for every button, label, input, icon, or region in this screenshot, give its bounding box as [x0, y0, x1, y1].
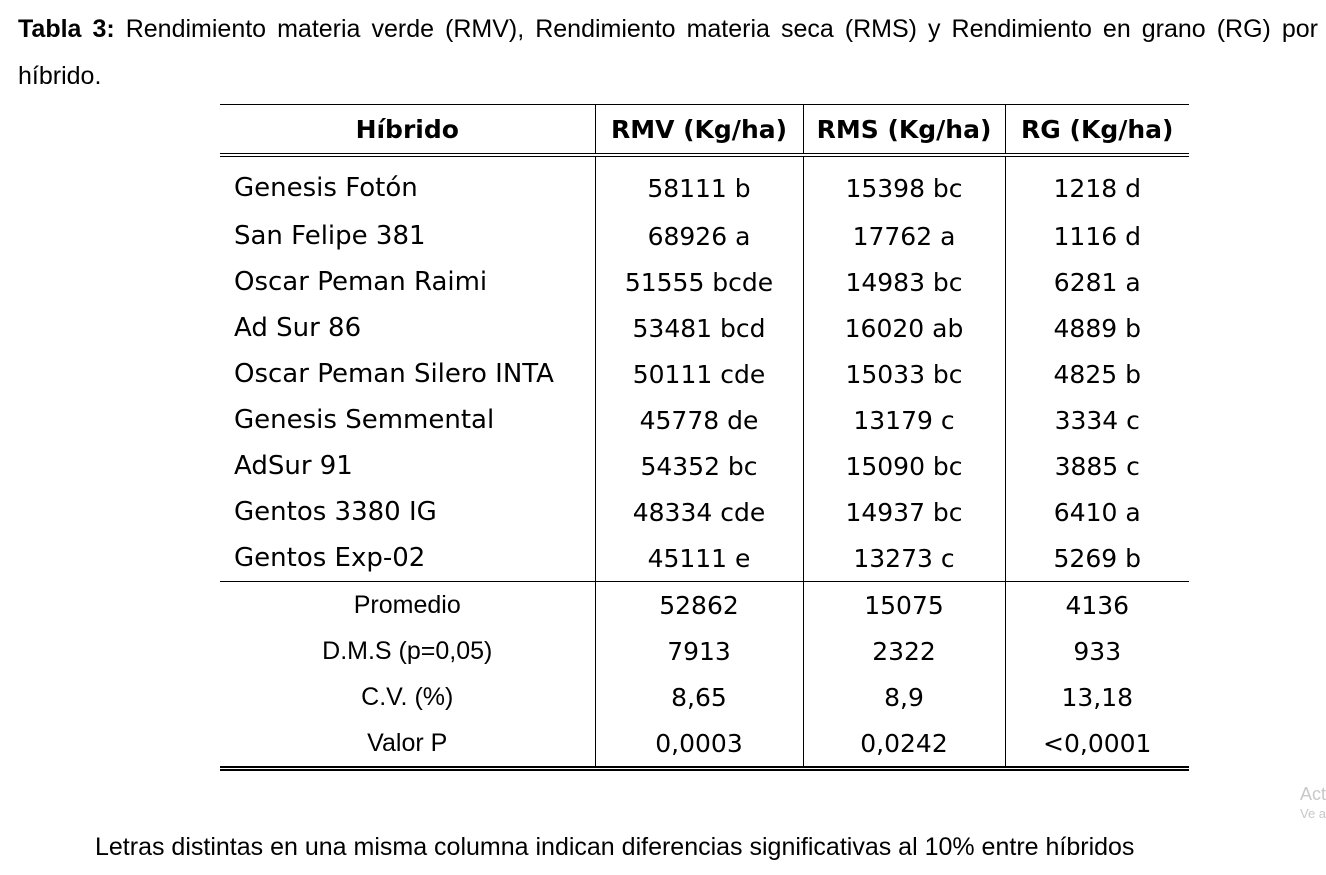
- table-row: [220, 443, 1189, 489]
- rg-stat-cell: 4136: [1005, 582, 1189, 629]
- rmv-cell: 53481 bcd: [595, 305, 803, 351]
- stat-label-cell: D.M.S (p=0,05): [322, 636, 493, 665]
- rg-cell: 3885 c: [1005, 443, 1189, 489]
- rmv-stat-cell: 8,65: [595, 674, 803, 720]
- rmv-cell: 58111 b: [595, 155, 803, 213]
- rmv-cell: 50111 cde: [595, 351, 803, 397]
- stats-row: [220, 720, 1189, 769]
- hybrid-name-cell: Genesis Semmental: [234, 405, 495, 435]
- rg-cell: 1218 d: [1005, 155, 1189, 213]
- rmv-cell: 45111 e: [595, 535, 803, 582]
- rg-cell: 3334 c: [1005, 397, 1189, 443]
- rms-cell: 15398 bc: [803, 155, 1005, 213]
- stats-row: [220, 628, 1189, 674]
- table-row: [220, 213, 1189, 259]
- stat-label-cell: Valor P: [367, 728, 448, 757]
- header-cell: RMV (Kg/ha): [595, 105, 803, 156]
- hybrid-name-cell: Oscar Peman Silero INTA: [234, 359, 554, 389]
- table-row: [220, 305, 1189, 351]
- watermark-line-1: Act: [1300, 784, 1326, 804]
- table-row: [220, 489, 1189, 535]
- hybrid-name-cell: AdSur 91: [234, 451, 353, 481]
- rmv-stat-cell: 52862: [595, 582, 803, 629]
- rg-stat-cell: 13,18: [1005, 674, 1189, 720]
- table-row: [220, 155, 1189, 213]
- caption-label: Tabla 3:: [18, 15, 115, 43]
- caption-text: Rendimiento materia verde (RMV), Rendimiento materia seca (RMS) y Rendimiento en grano (RG) por híbrido.: [18, 15, 1319, 90]
- hybrid-name-cell: Gentos Exp-02: [234, 543, 426, 573]
- watermark-line-2: Ve a: [1300, 806, 1326, 821]
- activation-watermark: [1300, 784, 1326, 824]
- summary-rows: [220, 582, 1189, 769]
- rg-cell: 6281 a: [1005, 259, 1189, 305]
- header-cell: RMS (Kg/ha): [803, 105, 1005, 156]
- rms-stat-cell: 8,9: [803, 674, 1005, 720]
- header-cell: Híbrido: [355, 114, 459, 144]
- hybrid-name-cell: Ad Sur 86: [234, 313, 362, 343]
- rg-cell: 5269 b: [1005, 535, 1189, 582]
- rms-cell: 15033 bc: [803, 351, 1005, 397]
- yield-table: [220, 104, 1189, 771]
- rms-stat-cell: 15075: [803, 582, 1005, 629]
- rms-cell: 14937 bc: [803, 489, 1005, 535]
- hybrid-name-cell: Gentos 3380 IG: [234, 497, 437, 527]
- hybrid-rows: [220, 155, 1189, 582]
- header-row: [220, 105, 1189, 156]
- rms-stat-cell: 0,0242: [803, 720, 1005, 769]
- stats-row: [220, 674, 1189, 720]
- rms-cell: 16020 ab: [803, 305, 1005, 351]
- rms-cell: 13179 c: [803, 397, 1005, 443]
- table-footnote: Letras distintas en una misma columna indican diferencias significativas al 10% entre híbridos: [95, 833, 1135, 861]
- rg-cell: 4825 b: [1005, 351, 1189, 397]
- stat-label-cell: Promedio: [220, 582, 595, 629]
- rmv-cell: 45778 de: [595, 397, 803, 443]
- rms-stat-cell: 2322: [803, 628, 1005, 674]
- header-cell: RG (Kg/ha): [1005, 105, 1189, 156]
- rmv-cell: 51555 bcde: [595, 259, 803, 305]
- rmv-stat-cell: 0,0003: [595, 720, 803, 769]
- stat-label-cell: C.V. (%): [361, 682, 454, 711]
- rg-cell: 6410 a: [1005, 489, 1189, 535]
- rg-stat-cell: <0,0001: [1005, 720, 1189, 769]
- hybrid-name-cell: Genesis Fotón: [234, 173, 418, 203]
- hybrid-name-cell: Oscar Peman Raimi: [234, 267, 488, 297]
- rms-cell: 15090 bc: [803, 443, 1005, 489]
- rg-cell: 1116 d: [1005, 213, 1189, 259]
- table-header: [220, 105, 1189, 156]
- rg-cell: 4889 b: [1005, 305, 1189, 351]
- table-row: [220, 535, 1189, 582]
- table-row: [220, 351, 1189, 397]
- table-caption: [18, 6, 1318, 100]
- rmv-cell: 48334 cde: [595, 489, 803, 535]
- rmv-cell: 68926 a: [595, 213, 803, 259]
- table-row: [220, 259, 1189, 305]
- rmv-cell: 54352 bc: [595, 443, 803, 489]
- rms-cell: 17762 a: [803, 213, 1005, 259]
- hybrid-name-cell: San Felipe 381: [234, 221, 426, 251]
- rms-cell: 14983 bc: [803, 259, 1005, 305]
- table-row: [220, 397, 1189, 443]
- yield-table-container: [220, 104, 1189, 771]
- rms-cell: 13273 c: [803, 535, 1005, 582]
- stats-row: [220, 582, 1189, 629]
- rg-stat-cell: 933: [1005, 628, 1189, 674]
- rmv-stat-cell: 7913: [595, 628, 803, 674]
